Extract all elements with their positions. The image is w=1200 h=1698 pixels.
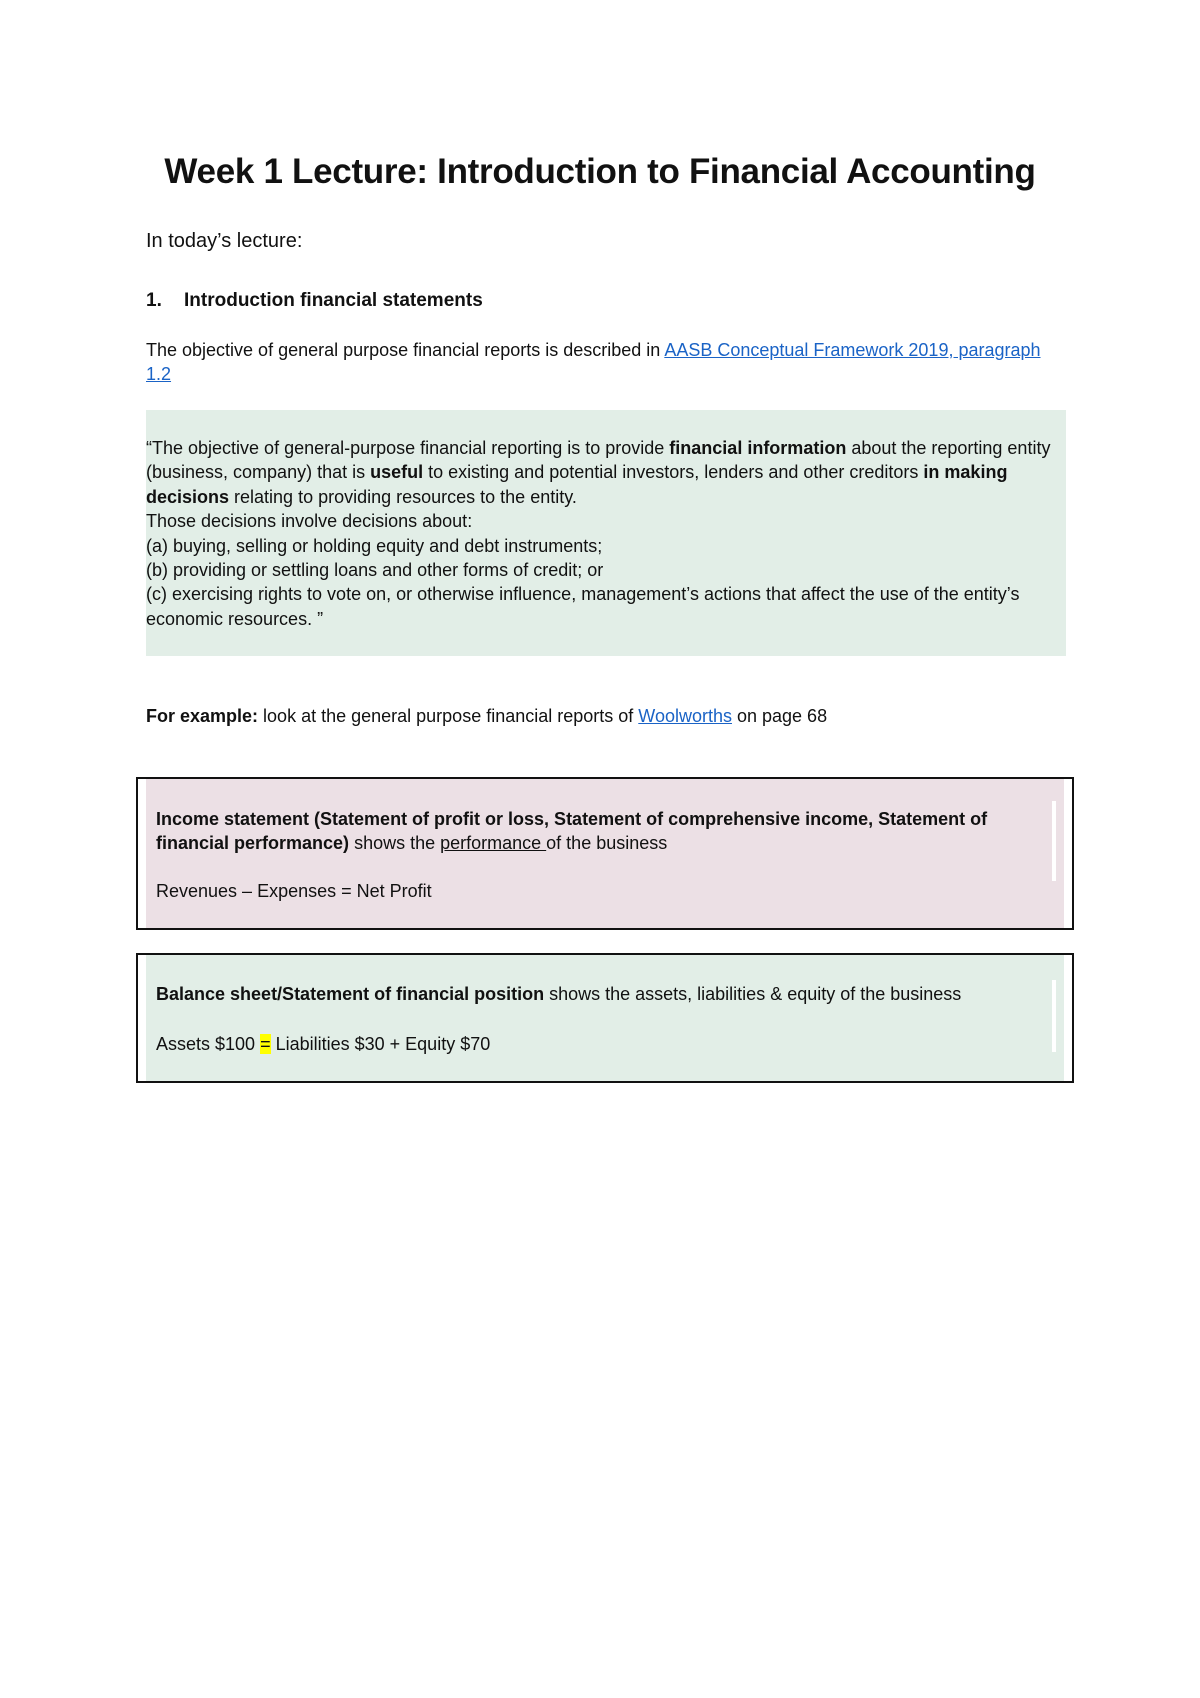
quote-item-c: (c) exercising rights to vote on, or otherwise influence, management’s actions that affect the use of the entity’s economic resources. ” xyxy=(146,584,1020,629)
balance-sheet-fill xyxy=(146,955,1064,1081)
quote-decisions-intro: Those decisions involve decisions about: xyxy=(146,511,473,532)
balance-sheet-description xyxy=(156,982,1048,1006)
section-heading xyxy=(146,288,483,314)
income-statement-text: shows the xyxy=(349,833,441,853)
example-text: look at the general purpose financial reports of xyxy=(258,706,639,726)
quote-text: relating to providing resources to the entity. xyxy=(229,486,577,507)
quote-text: to existing and potential investors, lenders and other creditors xyxy=(423,462,924,483)
balance-sheet-title: Balance sheet/Statement of financial position xyxy=(156,984,545,1004)
equation-assets: Assets $100 xyxy=(156,1034,261,1054)
accounting-equation xyxy=(156,1032,1048,1056)
woolworths-link[interactable]: Woolworths xyxy=(638,706,732,726)
aasb-framework-link[interactable]: AASB Conceptual Framework 2019, paragraph 1.2 xyxy=(146,340,1041,384)
quote-bold-useful: useful xyxy=(370,462,424,483)
example-label: For example: xyxy=(146,706,259,726)
quote-item-a: (a) buying, selling or holding equity and debt instruments; xyxy=(146,535,603,556)
net-profit-equation: Revenues – Expenses = Net Profit xyxy=(156,881,432,901)
income-statement-fill xyxy=(146,779,1064,928)
page-title: Week 1 Lecture: Introduction to Financial Accounting xyxy=(164,152,1036,191)
quote-bold-making-decisions: in making decisions xyxy=(146,462,1008,507)
objective-quote-box xyxy=(146,410,1066,656)
performance-underlined: performance xyxy=(440,833,547,853)
income-statement-description xyxy=(156,807,1048,855)
divider xyxy=(1052,801,1056,881)
income-statement-title: Income statement (Statement of profit or loss, Statement of comprehensive income, Statement of financial performance) xyxy=(156,809,988,853)
example-line xyxy=(146,704,827,728)
balance-sheet-text: shows the assets, liabilities & equity of the business xyxy=(544,984,962,1004)
quote-paragraph xyxy=(146,436,1066,509)
equals-highlight: = xyxy=(260,1034,271,1054)
balance-sheet-box xyxy=(136,953,1074,1083)
income-statement-box xyxy=(136,777,1074,930)
example-text-end: on page 68 xyxy=(731,706,828,726)
section-heading-text: Introduction financial statements xyxy=(184,290,483,311)
objective-paragraph xyxy=(146,338,1066,386)
quote-item-b: (b) providing or settling loans and other forms of credit; or xyxy=(146,560,604,581)
intro-line: In today’s lecture: xyxy=(146,230,303,252)
quote-text: “The objective of general-purpose financial reporting is to provide xyxy=(146,438,670,458)
divider xyxy=(1052,980,1056,1052)
quote-bold-financial-information: financial information xyxy=(669,438,847,458)
section-number: 1. xyxy=(146,290,162,311)
objective-text: The objective of general purpose financial reports is described in xyxy=(146,340,665,360)
income-statement-text-end: of the business xyxy=(546,833,668,853)
equation-liabilities-equity: Liabilities $30 + Equity $70 xyxy=(270,1034,491,1054)
quote-text: about the reporting entity (business, company) that is xyxy=(146,438,1051,483)
